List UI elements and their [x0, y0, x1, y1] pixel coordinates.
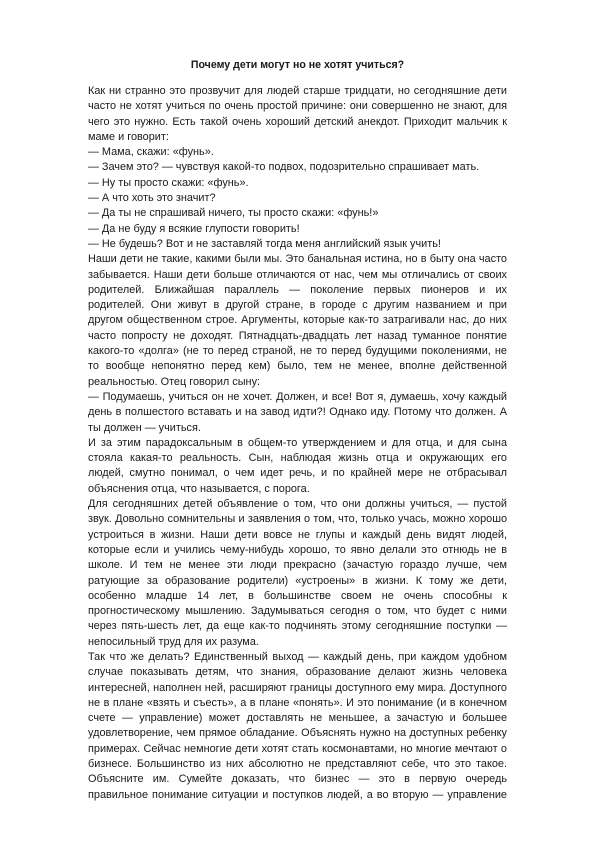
text-line: объяснения отца, что называется, с порога.	[88, 482, 310, 495]
text-line: интересней, наполнен ней, расширяют границы доступного ему мира. Доступного	[88, 681, 507, 694]
text-line: которые если и учились чему-нибудь хорошо, то явно делали это отнюдь не в	[88, 543, 507, 556]
text-line: ты должен — учиться.	[88, 421, 201, 434]
text-line: Так что же делать? Единственный выход — каждый день, при каждом удобном	[88, 650, 507, 663]
text-line: забывается. Наши дети больше отличаются от нас, чем мы отличались от своих	[88, 268, 507, 281]
text-line: случае показывать детям, что знания, образование делают жизнь человека	[88, 666, 507, 679]
text-line: прогностическому мышлению. Задумываться сегодня о том, что будет с ними	[88, 605, 507, 618]
text-line: Объясните им. Сумейте доказать, что бизнес — это в первую очередь	[88, 773, 507, 786]
text-line: звук. Довольно сомнительны и заявления о том, что, только учась, можно хорошо	[88, 513, 507, 526]
text-line: то вообще непонятно перед кем) было, тем не менее, вполне действенной	[88, 360, 507, 373]
text-line: часто попросту не доходят. Пятнадцать-двадцать лет назад туманное понятие	[88, 329, 507, 342]
text-line: школе. И тем не менее эти люди прекрасно (зачастую гораздо лучше, чем	[88, 559, 507, 572]
text-line: Для сегодняшних детей объявление о том, что они должны учиться, — пустой	[88, 498, 507, 511]
text-line: через пять-шесть лет, да еще как-то подчинять этому сегодняшние поступки —	[88, 620, 507, 633]
text-line: Как ни странно это прозвучит для людей старше тридцати, но сегодняшние дети	[88, 85, 507, 97]
text-line: бизнесе. Большинство из них абсолютно не представляют себе, что это такое.	[88, 758, 507, 771]
text-line: — Не будешь? Вот и не заставляй тогда меня английский язык учить!	[88, 237, 441, 250]
text-line: — А что хоть это значит?	[88, 192, 216, 205]
text-line: маме и говорит:	[88, 130, 169, 143]
text-line: стояла какая-то реальность. Сын, наблюдая жизнь отца и окружающих его	[88, 452, 507, 465]
text-line: устроиться в жизни. Наши дети вовсе не глупы и каждый день видят людей,	[88, 528, 507, 541]
text-line: И за этим парадоксальным в общем-то утверждением и для отца, и для сына	[88, 436, 507, 449]
text-line: особенно младше 14 лет, в большинстве своем не очень способны к	[88, 589, 507, 602]
text-line: счете — управление) может доставлять не меньшее, а зачастую и большее	[88, 712, 507, 725]
text-line: примерах. Сейчас немногие дети хотят стать космонавтами, но многие мечтают о	[88, 742, 507, 755]
text-line: — Мама, скажи: «фунь».	[88, 146, 214, 159]
text-line: чего это нужно. Есть такой очень хороший детский анекдот. Приходит мальчик к	[88, 115, 507, 128]
text-line: часто не хотят учиться по очень простой причине: они совершенно не знают, для	[88, 100, 507, 113]
text-line: правильное понимание ситуации и поступков людей, а во вторую — управление	[88, 788, 507, 801]
text-line: родителей. Ближайшая параллель — поколение первых пионеров и их	[88, 283, 507, 296]
text-line: удовлетворение, чем прямое обладание. Объяснять нужно на доступных ребенку	[88, 727, 507, 740]
text-line: непосильный труд для их разума.	[88, 635, 259, 648]
text-line: — Да не буду я всякие глупости говорить!	[88, 222, 300, 235]
text-line: ратующие за образование родители) «устроены» в жизни. К тому же дети,	[88, 574, 507, 587]
text-line: — Зачем это? — чувствуя какой-то подвох, подозрительно спрашивает мать.	[88, 161, 480, 174]
text-line: другом общественном строе. Аргументы, которые как-то затрагивали нас, до них	[88, 314, 507, 327]
text-line: какого-то «долга» (не то перед страной, не то перед будущими поколениями, не	[88, 345, 507, 358]
text-line: родителей. Они живут в другой стране, в городе с другим названием и при	[88, 299, 507, 312]
text-line: — Подумаешь, учиться он не хочет. Должен, и все! Вот я, думаешь, хочу каждый	[88, 390, 507, 403]
text-line: день в полшестого вставать и на завод идти?! Однако иду. Потому что должен. А	[88, 406, 507, 419]
text-line: — Да ты не спрашивай ничего, ты просто скажи: «фунь!»	[88, 207, 379, 220]
text-line: людей, смутно понимал, о чем идет речь, и по крайней мере не отбрасывал	[88, 467, 507, 480]
text-line: не в плане «взять и съесть», а в плане «понять». И это понимание (и в конечном	[88, 696, 507, 709]
document-title: Почему дети могут но не хотят учиться?	[190, 59, 405, 71]
text-line: — Ну ты просто скажи: «фунь».	[88, 176, 249, 189]
document-body	[88, 84, 507, 803]
text-line: Наши дети не такие, какими были мы. Это банальная истина, но в быту она часто	[88, 253, 507, 266]
text-line: реальностью. Отец говорил сыну:	[88, 375, 261, 388]
